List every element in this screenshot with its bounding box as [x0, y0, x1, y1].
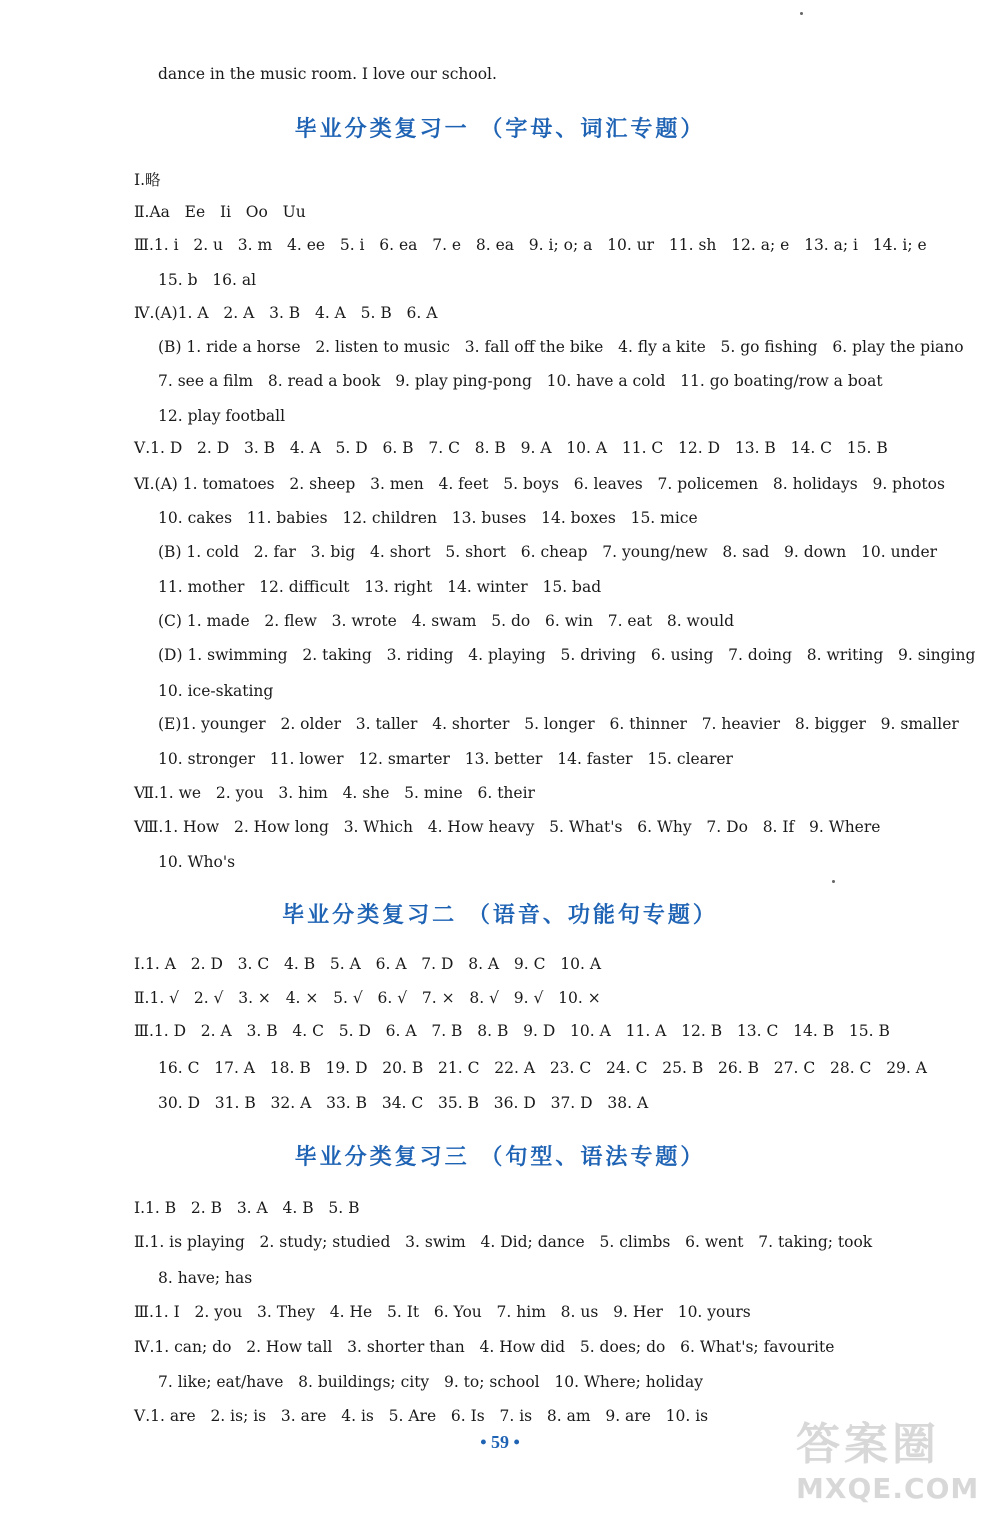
section1-heading: 毕业分类复习一 （字母、词汇专题）	[294, 117, 706, 142]
section1-line: Ⅴ.1. D 2. D 3. B 4. A 5. D 6. B 7. C 8. B 9. A 10. A 11. C 12. D 13. B 14. C 15. B	[134, 439, 888, 457]
section1-line: Ⅱ.Aa Ee Ii Oo Uu	[134, 203, 306, 221]
watermark-domain: MXQE.COM	[796, 1472, 980, 1505]
section1-line: (B) 1. cold 2. far 3. big 4. short 5. short 6. cheap 7. young/new 8. sad 9. down 10. under	[158, 543, 938, 561]
section1-line: 10. ice-skating	[158, 682, 274, 700]
watermark	[796, 1408, 986, 1508]
section3-line: Ⅰ.1. B 2. B 3. A 4. B 5. B	[134, 1199, 360, 1217]
section1-line: Ⅰ.略	[134, 171, 161, 189]
section3-line: 7. like; eat/have 8. buildings; city 9. to; school 10. Where; holiday	[158, 1373, 703, 1391]
section1-line: 11. mother 12. difficult 13. right 14. winter 15. bad	[158, 578, 602, 596]
watermark-logo: 答案圈	[796, 1419, 940, 1470]
scan-dot	[832, 880, 835, 883]
section3-line: Ⅲ.1. I 2. you 3. They 4. He 5. It 6. You 7. him 8. us 9. Her 10. yours	[134, 1303, 751, 1321]
section2-line: Ⅲ.1. D 2. A 3. B 4. C 5. D 6. A 7. B 8. B 9. D 10. A 11. A 12. B 13. C 14. B 15. B	[134, 1022, 890, 1040]
section1-line: (B) 1. ride a horse 2. listen to music 3. fall off the bike 4. fly a kite 5. go fishing 6. play the piano	[158, 338, 964, 356]
section1-line: (C) 1. made 2. flew 3. wrote 4. swam 5. do 6. win 7. eat 8. would	[158, 612, 735, 630]
top-line: dance in the music room. I love our school.	[158, 65, 497, 83]
section3-line: Ⅳ.1. can; do 2. How tall 3. shorter than 4. How did 5. does; do 6. What's; favourite	[134, 1338, 835, 1356]
section2-line: 16. C 17. A 18. B 19. D 20. B 21. C 22. A 23. C 24. C 25. B 26. B 27. C 28. C 29. A	[158, 1059, 927, 1077]
section1-line: 10. cakes 11. babies 12. children 13. buses 14. boxes 15. mice	[158, 509, 698, 527]
section1-line: 7. see a film 8. read a book 9. play ping-pong 10. have a cold 11. go boating/row a boat	[158, 372, 883, 390]
section1-line: 15. b 16. al	[158, 271, 257, 289]
section3-line: Ⅴ.1. are 2. is; is 3. are 4. is 5. Are 6. Is 7. is 8. am 9. are 10. is	[134, 1407, 709, 1425]
section1-line: Ⅷ.1. How 2. How long 3. Which 4. How heavy 5. What's 6. Why 7. Do 8. If 9. Where	[134, 818, 881, 836]
section3-line: 8. have; has	[158, 1269, 253, 1287]
section1-line: Ⅶ.1. we 2. you 3. him 4. she 5. mine 6. their	[134, 784, 535, 802]
section1-line: (E)1. younger 2. older 3. taller 4. shorter 5. longer 6. thinner 7. heavier 8. bigger 9. smaller	[158, 715, 959, 733]
section1-line: Ⅳ.(A)1. A 2. A 3. B 4. A 5. B 6. A	[134, 304, 438, 322]
section3-heading: 毕业分类复习三 （句型、语法专题）	[294, 1145, 706, 1170]
section2-heading: 毕业分类复习二 （语音、功能句专题）	[282, 903, 718, 928]
section1-line: 10. Who's	[158, 853, 236, 871]
section1-line: 10. stronger 11. lower 12. smarter 13. better 14. faster 15. clearer	[158, 750, 733, 768]
section1-line: (D) 1. swimming 2. taking 3. riding 4. playing 5. driving 6. using 7. doing 8. writing 9. singing	[158, 646, 976, 664]
section3-line: Ⅱ.1. is playing 2. study; studied 3. swim 4. Did; dance 5. climbs 6. went 7. taking; took	[134, 1233, 873, 1251]
section2-line: Ⅰ.1. A 2. D 3. C 4. B 5. A 6. A 7. D 8. A 9. C 10. A	[134, 955, 602, 973]
section1-line: Ⅲ.1. i 2. u 3. m 4. ee 5. i 6. ea 7. e 8. ea 9. i; o; a 10. ur 11. sh 12. a; e 13. a; i 14. i; e	[134, 236, 927, 254]
section2-line: Ⅱ.1. √ 2. √ 3. × 4. × 5. √ 6. √ 7. × 8. √ 9. √ 10. ×	[134, 989, 601, 1007]
page-number: • 59 •	[480, 1432, 520, 1452]
section1-line: Ⅵ.(A) 1. tomatoes 2. sheep 3. men 4. feet 5. boys 6. leaves 7. policemen 8. holidays 9. photos	[134, 475, 945, 493]
section1-line: 12. play football	[158, 407, 286, 425]
section2-line: 30. D 31. B 32. A 33. B 34. C 35. B 36. D 37. D 38. A	[158, 1094, 649, 1112]
scan-dot	[800, 12, 803, 15]
